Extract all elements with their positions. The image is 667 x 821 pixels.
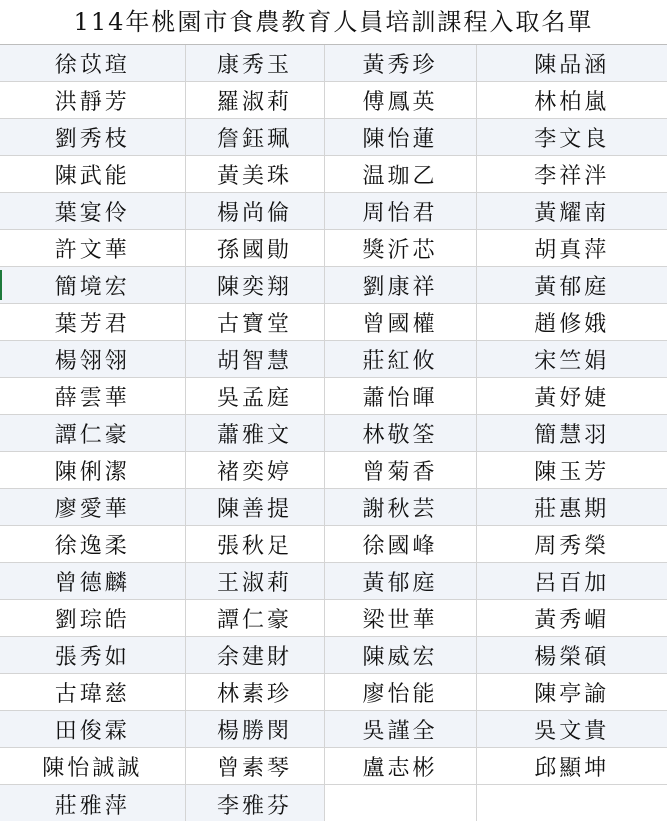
name-cell[interactable]: 詹鈺珮 (185, 119, 324, 156)
name-cell[interactable]: 李雅芬 (185, 785, 324, 821)
name-cell[interactable]: 劉康祥 (324, 267, 476, 304)
name-cell[interactable]: 廖愛華 (0, 489, 185, 526)
name-cell[interactable]: 蕭雅文 (185, 415, 324, 452)
name-cell[interactable]: 林素珍 (185, 674, 324, 711)
name-cell[interactable]: 吳謹全 (324, 711, 476, 748)
name-cell[interactable]: 陳怡誠誠 (0, 748, 185, 785)
name-cell[interactable]: 胡真萍 (476, 230, 667, 267)
name-cell[interactable]: 劉秀枝 (0, 119, 185, 156)
name-cell[interactable]: 譚仁豪 (185, 600, 324, 637)
name-cell[interactable]: 曾國權 (324, 304, 476, 341)
name-cell[interactable]: 傅鳳英 (324, 82, 476, 119)
name-cell[interactable]: 古寶堂 (185, 304, 324, 341)
name-cell[interactable]: 呂百加 (476, 563, 667, 600)
name-cell[interactable]: 羅淑莉 (185, 82, 324, 119)
name-cell[interactable]: 張秀如 (0, 637, 185, 674)
name-cell[interactable]: 陳俐潔 (0, 452, 185, 489)
table-row (0, 452, 667, 489)
name-cell[interactable]: 陳亭諭 (476, 674, 667, 711)
name-cell[interactable]: 簡境宏 (0, 267, 185, 304)
name-cell[interactable]: 楊尚倫 (185, 193, 324, 230)
name-cell[interactable]: 吳孟庭 (185, 378, 324, 415)
name-cell[interactable]: 陳怡蓮 (324, 119, 476, 156)
name-cell[interactable]: 張秋足 (185, 526, 324, 563)
name-cell[interactable]: 林柏嵐 (476, 82, 667, 119)
empty-cell[interactable] (476, 785, 667, 821)
name-cell[interactable]: 黃秀嵋 (476, 600, 667, 637)
name-cell[interactable]: 獎沂芯 (324, 230, 476, 267)
name-cell[interactable]: 陳武能 (0, 156, 185, 193)
name-cell[interactable]: 黃秀珍 (324, 45, 476, 82)
table-row (0, 156, 667, 193)
name-cell[interactable]: 徐苡瑄 (0, 45, 185, 82)
table-row (0, 230, 667, 267)
table-row (0, 341, 667, 378)
name-cell[interactable]: 黃妤婕 (476, 378, 667, 415)
name-cell[interactable]: 黃郁庭 (324, 563, 476, 600)
table-row (0, 489, 667, 526)
name-cell[interactable]: 褚奕婷 (185, 452, 324, 489)
name-cell[interactable]: 洪靜芳 (0, 82, 185, 119)
name-cell[interactable]: 黃郁庭 (476, 267, 667, 304)
table-row (0, 45, 667, 82)
table-row (0, 119, 667, 156)
name-cell[interactable]: 徐逸柔 (0, 526, 185, 563)
name-table (0, 45, 667, 821)
name-cell[interactable]: 周怡君 (324, 193, 476, 230)
table-row (0, 563, 667, 600)
name-cell[interactable]: 黃美珠 (185, 156, 324, 193)
name-cell[interactable]: 蕭怡暉 (324, 378, 476, 415)
name-cell[interactable]: 温珈乙 (324, 156, 476, 193)
table-row (0, 304, 667, 341)
name-cell[interactable]: 簡慧羽 (476, 415, 667, 452)
name-cell[interactable]: 楊勝閔 (185, 711, 324, 748)
table-row (0, 193, 667, 230)
table-row (0, 748, 667, 785)
table-row (0, 378, 667, 415)
name-cell[interactable]: 陳奕翔 (185, 267, 324, 304)
table-row (0, 267, 667, 304)
name-cell[interactable]: 李祥泮 (476, 156, 667, 193)
name-cell[interactable]: 曾菊香 (324, 452, 476, 489)
name-cell[interactable]: 莊雅萍 (0, 785, 185, 821)
table-row (0, 637, 667, 674)
name-cell[interactable]: 莊紅攸 (324, 341, 476, 378)
name-cell[interactable]: 莊惠期 (476, 489, 667, 526)
name-cell[interactable]: 許文華 (0, 230, 185, 267)
name-cell[interactable]: 廖怡能 (324, 674, 476, 711)
name-cell[interactable]: 邱顯坤 (476, 748, 667, 785)
empty-cell[interactable] (324, 785, 476, 821)
table-row (0, 711, 667, 748)
name-cell[interactable]: 楊翎翎 (0, 341, 185, 378)
name-cell[interactable]: 孫國勛 (185, 230, 324, 267)
name-cell[interactable]: 梁世華 (324, 600, 476, 637)
name-cell[interactable]: 葉芳君 (0, 304, 185, 341)
name-cell[interactable]: 陳威宏 (324, 637, 476, 674)
name-cell[interactable]: 周秀榮 (476, 526, 667, 563)
name-cell[interactable]: 田俊霖 (0, 711, 185, 748)
name-cell[interactable]: 李文良 (476, 119, 667, 156)
name-cell[interactable]: 曾素琴 (185, 748, 324, 785)
name-cell[interactable]: 盧志彬 (324, 748, 476, 785)
name-cell[interactable]: 康秀玉 (185, 45, 324, 82)
name-cell[interactable]: 古瑋慈 (0, 674, 185, 711)
row-selection-marker (0, 270, 2, 300)
name-cell[interactable]: 陳玉芳 (476, 452, 667, 489)
table-row (0, 82, 667, 119)
name-cell[interactable]: 楊榮碩 (476, 637, 667, 674)
name-cell[interactable]: 謝秋芸 (324, 489, 476, 526)
name-cell[interactable]: 陳品涵 (476, 45, 667, 82)
name-cell[interactable]: 葉宴伶 (0, 193, 185, 230)
table-row (0, 600, 667, 637)
name-cell[interactable]: 宋竺娟 (476, 341, 667, 378)
name-cell[interactable]: 薛雲華 (0, 378, 185, 415)
table-row (0, 674, 667, 711)
name-cell[interactable]: 胡智慧 (185, 341, 324, 378)
name-cell[interactable]: 曾德麟 (0, 563, 185, 600)
name-table-body (0, 45, 667, 821)
name-cell[interactable]: 吳文貴 (476, 711, 667, 748)
name-cell[interactable]: 黃耀南 (476, 193, 667, 230)
table-row (0, 526, 667, 563)
name-cell[interactable]: 趙修娥 (476, 304, 667, 341)
name-cell[interactable]: 余建財 (185, 637, 324, 674)
page-title: 114年桃園市食農教育人員培訓課程入取名單 (73, 8, 594, 36)
name-cell[interactable]: 劉琮皓 (0, 600, 185, 637)
name-cell[interactable]: 徐國峰 (324, 526, 476, 563)
name-cell[interactable]: 陳善提 (185, 489, 324, 526)
name-cell[interactable]: 林敬筌 (324, 415, 476, 452)
name-cell[interactable]: 王淑莉 (185, 563, 324, 600)
name-cell[interactable]: 譚仁豪 (0, 415, 185, 452)
table-row (0, 785, 667, 821)
table-row (0, 415, 667, 452)
